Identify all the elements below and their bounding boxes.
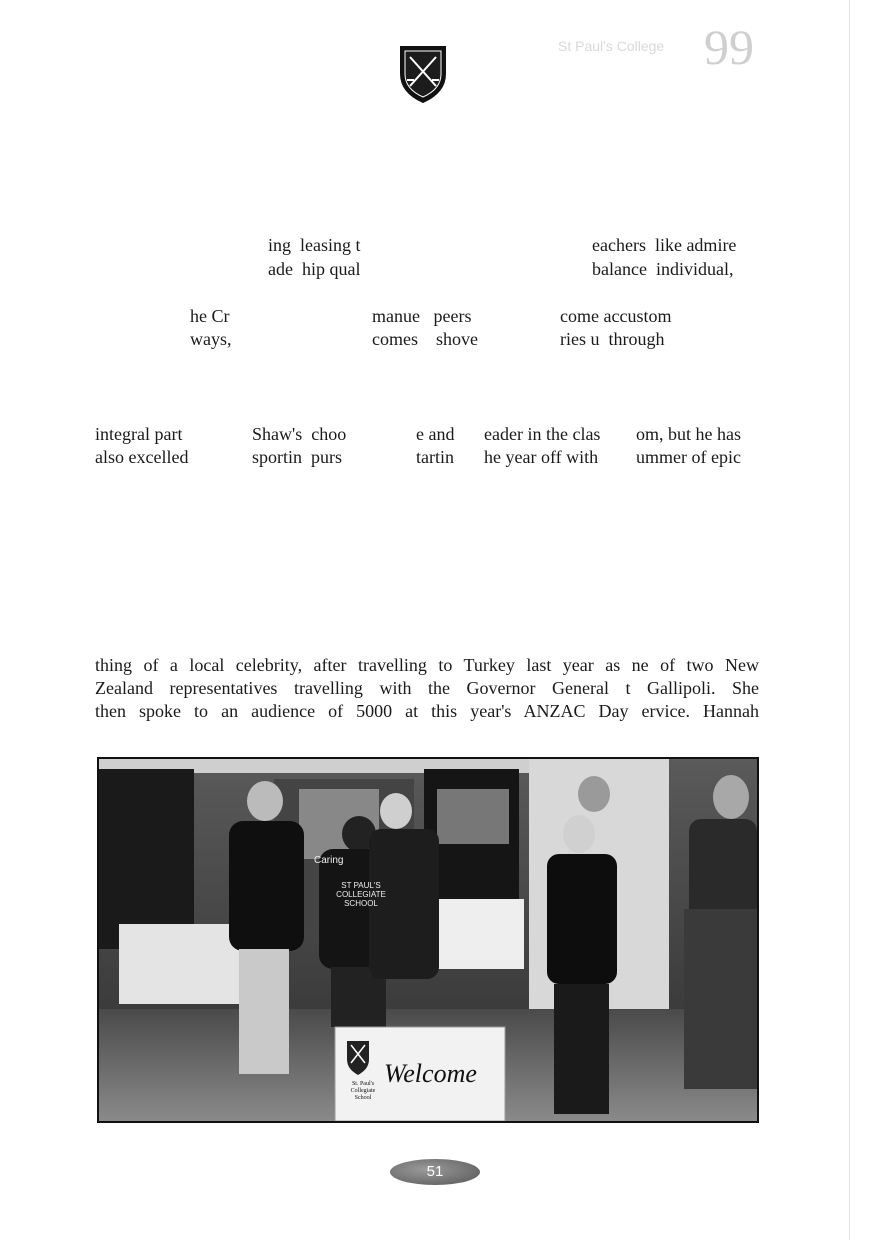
fragment-text: ade hip qual [268, 259, 361, 279]
school-crest [398, 44, 448, 104]
fragment-text: eachers like admire [592, 235, 737, 255]
fragment-text: he year off with [484, 447, 599, 467]
welcome-sign-text: Welcome [384, 1059, 477, 1088]
fragment-text: ummer of epic [636, 447, 741, 467]
banner-text: Caring [314, 855, 344, 866]
fragment-text: he Cr [190, 306, 230, 326]
fragment-text: ing leasing t [268, 235, 361, 255]
fragment-text: ries u through [560, 329, 665, 349]
shield-crossed-swords-icon [398, 44, 448, 104]
running-year: 99 [704, 19, 754, 75]
fragment-text: eader in the clas [484, 424, 601, 444]
fragment-text: e and [416, 424, 455, 444]
fragment-text: come accustom [560, 306, 672, 326]
fragment-text: ways, [190, 329, 232, 349]
welcome-sign-subtext: St. Paul's Collegiate School [350, 1081, 376, 1101]
paragraph-line: thing of a local celebrity, after travelling to Turkey last year as ne of two New [95, 655, 759, 675]
fragment-text: comes shove [372, 329, 478, 349]
fragment-text: manue peers [372, 306, 472, 326]
fragment-text: om, but he has [636, 424, 741, 444]
fragment-text: balance individual, [592, 259, 734, 279]
fragment-text: tartin [416, 447, 454, 467]
body-paragraph [95, 654, 759, 723]
paragraph-line: then spoke to an audience of 5000 at this year's ANZAC Day ervice. Hannah [95, 701, 759, 721]
fragment-text: Shaw's choo [252, 424, 347, 444]
fragment-text: integral part [95, 424, 183, 444]
event-photograph [97, 757, 759, 1123]
jacket-text: ST PAUL'S COLLEGIATE SCHOOL [336, 881, 386, 908]
page-number-badge: 51 [390, 1159, 480, 1185]
fragment-text: also excelled [95, 447, 189, 467]
fragment-text: sportin purs [252, 447, 342, 467]
page-edge [849, 0, 850, 1240]
paragraph-line: Zealand representatives travelling with the Governor General t Gallipoli. She [95, 678, 759, 698]
running-title: St Paul's College [558, 38, 665, 54]
